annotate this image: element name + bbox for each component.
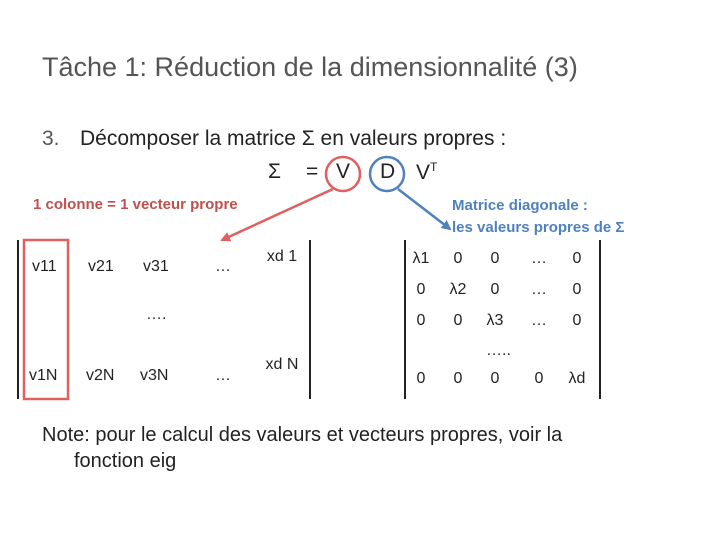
d-matrix-cell: 0 [416,370,426,387]
d-matrix-cell: 0 [416,281,426,298]
v-matrix-cell: xd 1 [266,248,298,265]
v-matrix-cell: v3N [140,367,169,384]
v-matrix-cell: v1N [29,367,58,384]
v-matrix-cell: v31 [143,258,169,275]
d-matrix-cell: 0 [572,281,582,298]
formula-vt-superscript: T [430,160,438,174]
red-arrow [222,189,333,240]
step-number: 3. [42,127,60,150]
v-matrix-cell: v2N [86,367,115,384]
note-line1: Note: pour le calcul des valeurs et vecteurs propres, voir la [42,424,563,446]
note-line2: fonction eig [74,450,177,472]
d-matrix-cell: 0 [572,250,582,267]
v-matrix-middle-ellipsis: …. [146,306,167,323]
d-matrix-cell: λ1 [412,250,430,267]
d-matrix-cell: 0 [490,250,500,267]
note-text [42,422,562,474]
d-matrix-cell: 0 [490,281,500,298]
slide-title: Tâche 1: Réduction de la dimensionnalité (3) [42,52,578,82]
formula-sigma: Σ [268,160,281,183]
step-text: Décomposer la matrice Σ en valeurs propres : [80,127,507,150]
d-matrix-cell: 0 [490,370,500,387]
blue-arrow [398,189,450,229]
formula-equals: = [306,160,319,183]
v-matrix-cell: … [215,258,231,275]
v-matrix-cell: v11 [32,258,57,275]
annotation-column-eigenvector: 1 colonne = 1 vecteur propre [33,196,238,213]
d-matrix-cell: λ2 [449,281,467,298]
annotation-diagonal-line2: les valeurs propres de Σ [452,219,625,236]
d-matrix-cell: λ3 [486,312,504,329]
d-matrix-cell: 0 [572,312,582,329]
v-highlight-circle [326,157,360,191]
d-matrix-cell: 0 [453,370,463,387]
formula-vt-base: V [416,161,431,184]
d-matrix-cell: λd [568,370,586,387]
d-matrix-cell: 0 [534,370,544,387]
d-matrix-cell: 0 [453,250,463,267]
d-highlight-circle [370,157,404,191]
d-matrix-cell: … [531,312,547,329]
annotation-diagonal-line1: Matrice diagonale : [452,197,588,214]
formula-v: V [336,160,351,183]
d-matrix-cell: … [531,250,547,267]
formula-d: D [380,160,396,183]
v-matrix-cell: v21 [88,258,114,275]
v-matrix-cell: xd N [265,356,299,373]
d-matrix-cell: 0 [416,312,426,329]
d-matrix-middle-ellipsis: ….. [486,342,511,359]
d-matrix-cell: 0 [453,312,463,329]
v-matrix-cell: … [215,367,231,384]
d-matrix-cell: … [531,281,547,298]
